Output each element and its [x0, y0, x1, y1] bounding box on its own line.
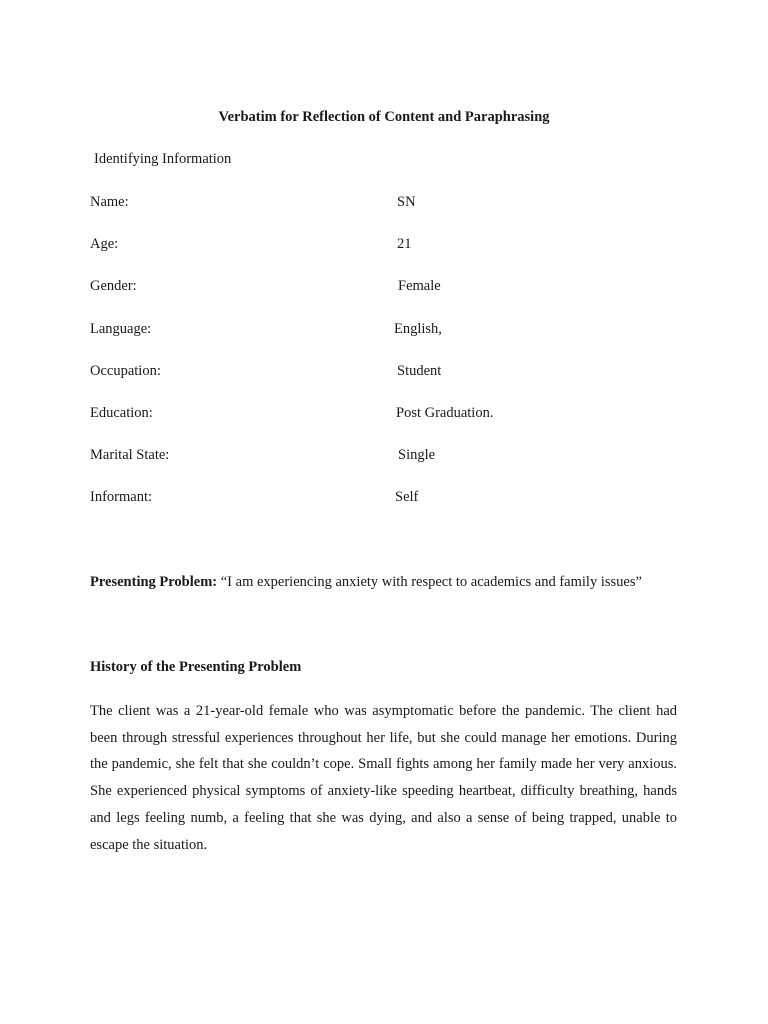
history-heading: History of the Presenting Problem [90, 659, 302, 675]
info-label: Education: [90, 405, 153, 421]
history-paragraph: The client was a 21-year-old female who was asymptomatic before the pandemic. The client had been through stressful experiences throughout her life, but she could manage her emotions. During the pandemic, she felt that she couldn’t cope. Small fights among her family made her very anxious. She experienced physical symptoms of anxiety-like speeding heartbeat, difficulty breathing, hands and legs feeling numb, a feeling that she was dying, and also a sense of being trapped, unable to escape the situation. [90, 703, 677, 853]
info-label: Gender: [90, 278, 137, 294]
info-value: SN [397, 194, 416, 210]
info-value: English, [394, 321, 442, 337]
info-label: Informant: [90, 489, 153, 505]
info-value: Single [398, 447, 436, 463]
presenting-problem-text: “I am experiencing anxiety with respect to academics and family issues” [220, 574, 642, 590]
presenting-problem-label: Presenting Problem: [90, 574, 218, 590]
info-label: Marital State: [90, 447, 170, 463]
info-value: Female [398, 278, 441, 294]
info-label: Occupation: [90, 363, 161, 379]
info-row-occupation [90, 363, 690, 383]
info-value: Student [397, 363, 442, 379]
info-row-language [90, 321, 690, 341]
info-label: Name: [90, 194, 129, 210]
info-row-marital-state [90, 447, 690, 467]
info-row-education [90, 405, 690, 425]
info-label: Language: [90, 321, 152, 337]
identifying-info-heading: Identifying Information [94, 151, 232, 167]
info-row-informant [90, 489, 690, 509]
document-title: Verbatim for Reflection of Content and Paraphrasing [218, 109, 550, 125]
info-row-gender [90, 278, 690, 298]
info-row-age [90, 236, 690, 256]
info-label: Age: [90, 236, 119, 252]
info-value: 21 [397, 236, 412, 252]
info-value: Post Graduation. [396, 405, 494, 421]
info-row-name [90, 194, 690, 214]
info-value: Self [395, 489, 419, 505]
presenting-problem [90, 574, 690, 591]
